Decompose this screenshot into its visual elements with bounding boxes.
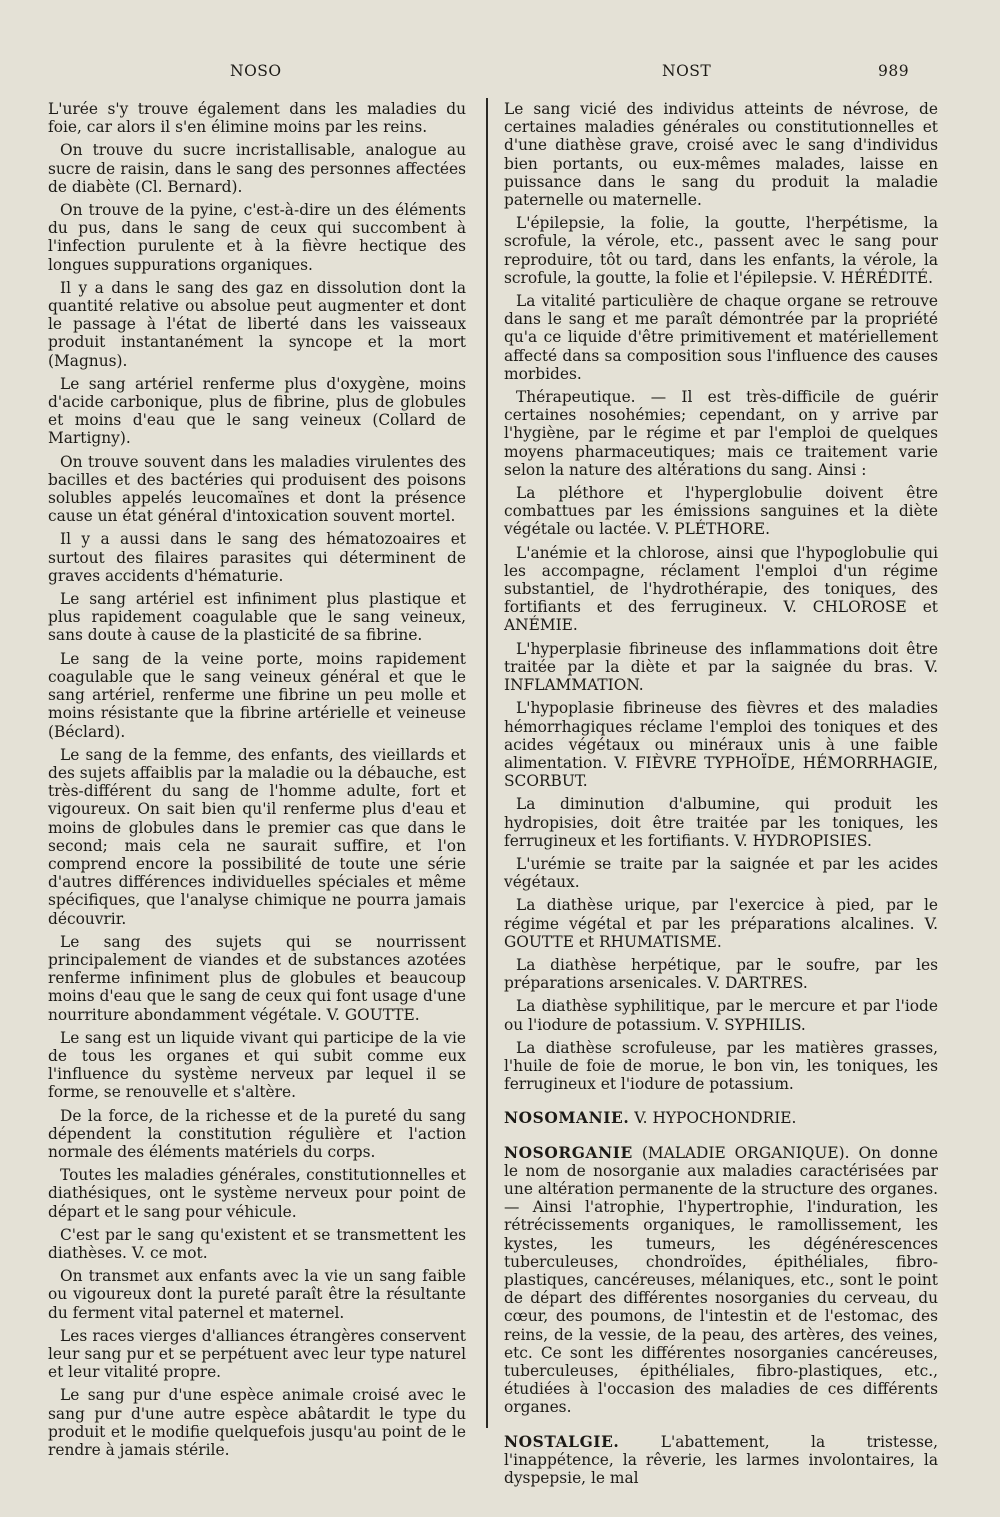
entry-text: L'abattement, la tristesse, l'inappétence, la rêverie, les larmes involontaires, la dyspepsie, le mal — [504, 1432, 938, 1488]
paragraph: L'hypoplasie fibrineuse des fièvres et des maladies hémorrhagiques réclame l'emploi des toniques et des acides végétaux ou minéraux unis à une faible alimentation. V. FIÈVRE TYPHOÏDE, HÉMORRHAGIE, SCORBUT. — [504, 699, 938, 791]
paragraph: Le sang artériel renferme plus d'oxygène, moins d'acide carbonique, plus de fibrine, plus de globules et moins d'eau que le sang veineux (Collard de Martigny). — [48, 374, 466, 448]
paragraph: L'urée s'y trouve également dans les maladies du foie, car alors il s'en élimine moins par les reins. — [48, 100, 466, 137]
entry-headword: NOSORGANIE — [504, 1143, 633, 1162]
paragraph: Le sang de la femme, des enfants, des vieillards et des sujets affaiblis par la maladie ou la débauche, est très-différent du sang de l'homme adulte, fort et vigoureux. On sait bien qu'il renferme plus d'eau et moins de globules dans le premier cas que dans le second; mais cela ne saurait suffire, et l'on comprend encore la possibilité de toute une série d'autres différences individuelles spéciales et même spécifiques, que l'analyse chimique ne pourra jamais découvrir. — [48, 745, 466, 928]
running-head-center: NOST — [662, 62, 712, 80]
paragraph: L'hyperplasie fibrineuse des inflammations doit être traitée par la diète et par la saignée du bras. V. INFLAMMATION. — [504, 639, 938, 695]
paragraph: La pléthore et l'hyperglobulie doivent être combattues par les émissions sanguines et la diète végétale ou lactée. V. PLÉTHORE. — [504, 484, 938, 539]
paragraph: La diathèse herpétique, par le soufre, par les préparations arsenicales. V. DARTRES. — [504, 955, 938, 993]
paragraph: Le sang pur d'une espèce animale croisé avec le sang pur d'une autre espèce abâtardit le type du produit et le modifie quelquefois jusqu'au point de le rendre à jamais stérile. — [48, 1386, 466, 1460]
paragraph: Il y a aussi dans le sang des hématozoaires et surtout des filaires parasites qui déterminent de graves accidents d'hématurie. — [48, 530, 466, 585]
paragraph: Le sang de la veine porte, moins rapidement coagulable que le sang veineux général et que le sang artériel, renferme une fibrine un peu molle et moins résistante que la fibrine artérielle et veineuse (Béclard). — [48, 649, 466, 741]
paragraph: La diathèse syphilitique, par le mercure et par l'iode ou l'iodure de potassium. V. SYPHILIS. — [504, 997, 938, 1034]
entry-text: (MALADIE ORGANIQUE). On donne le nom de nosorganie aux maladies caractérisées par une altération permanente de la structure des organes. — Ainsi l'atrophie, l'hypertrophie, l'induration, les rétrécissements organiques, le ramollissement, les kystes, les tumeurs, les dégénérescences tuberculeuses, chondroïdes, épithéliales, fibro-plastiques, cancéreuses, mélaniques, etc., sont le point de départ des différentes nosorganies du cerveau, du cœur, des poumons, de l'intestin et de l'estomac, des reins, de la vessie, de la peau, des artères, des veines, etc. Ce sont les différentes nosorganies cancéreuses, tuberculeuses, épithéliales, fibro-plastiques, etc., étudiées à l'occasion des maladies de ces différents organes. — [504, 1143, 938, 1417]
entry-headword: NOSTALGIE. — [504, 1432, 620, 1451]
paragraph: Le sang est un liquide vivant qui participe de la vie de tous les organes et qui subit comme eux l'influence du système nerveux par lequel il se forme, se renouvelle et s'altère. — [48, 1028, 466, 1102]
dictionary-entry-nostalgie — [504, 1433, 938, 1488]
paragraph: Les races vierges d'alliances étrangères conservent leur sang pur et se perpétuent avec leur type naturel et leur vitalité propre. — [48, 1326, 466, 1382]
paragraph: Le sang des sujets qui se nourrissent principalement de viandes et de substances azotées renferme infiniment plus de globules et beaucoup moins d'eau que le sang de ceux qui font usage d'une nourriture abondamment végétale. V. GOUTTE. — [48, 932, 466, 1024]
paragraph: L'anémie et la chlorose, ainsi que l'hypoglobulie qui les accompagne, réclament l'emploi d'un régime substantiel, de l'hydrothérapie, des toniques, des fortifiants et des ferrugineux. V. CHLOROSE et ANÉMIE. — [504, 543, 938, 635]
paragraph: La diathèse urique, par l'exercice à pied, par le régime végétal et par les préparations alcalines. V. GOUTTE et RHUMATISME. — [504, 896, 938, 951]
paragraph: La diminution d'albumine, qui produit les hydropisies, doit être traitée par les toniques, les ferrugineux et les fortifiants. V. HYDROPISIES. — [504, 795, 938, 850]
page-number: 989 — [878, 62, 910, 80]
paragraph: De la force, de la richesse et de la pureté du sang dépendent la constitution régulière et l'action normale des éléments matériels du corps. — [48, 1106, 466, 1161]
paragraph: C'est par le sang qu'existent et se transmettent les diathèses. V. ce mot. — [48, 1225, 466, 1262]
paragraph: Il y a dans le sang des gaz en dissolution dont la quantité relative ou absolue peut augmenter et dont le passage à l'état de liberté dans les vaisseaux produit instantanément la syncope et la mort (Magnus). — [48, 278, 466, 370]
paragraph: Le sang vicié des individus atteints de névrose, de certaines maladies générales ou constitutionnelles et d'une diathèse grave, croisé avec le sang d'individus bien portants, ou eux-mêmes malades, laisse en puissance dans le sang du produit la maladie paternelle ou maternelle. — [504, 100, 938, 210]
paragraph: La vitalité particulière de chaque organe se retrouve dans le sang et me paraît démontrée par la propriété qu'a ce liquide d'être primitivement et matériellement affecté dans sa composition sous l'influence des causes morbides. — [504, 292, 938, 383]
right-column — [504, 100, 938, 1492]
paragraph: Toutes les maladies générales, constitutionnelles et diathésiques, ont le système nerveux pour point de départ et le sang pour véhicule. — [48, 1166, 466, 1221]
entry-text: V. HYPOCHONDRIE. — [629, 1109, 797, 1128]
paragraph: Thérapeutique. — Il est très-difficile de guérir certaines nosohémies; cependant, on y arrive par l'hygiène, par le régime et par l'emploi de quelques moyens pharmaceutiques; mais ce traitement varie selon la nature des altérations du sang. Ainsi : — [504, 388, 938, 479]
paragraph: L'épilepsie, la folie, la goutte, l'herpétisme, la scrofule, la vérole, etc., passent avec le sang pour reproduire, tôt ou tard, dans les enfants, la vérole, la scrofule, la goutte, la folie et l'épilepsie. V. HÉRÉDITÉ. — [504, 214, 938, 287]
column-divider — [486, 98, 488, 1428]
paragraph: On trouve du sucre incristallisable, analogue au sucre de raisin, dans le sang des personnes affectées de diabète (Cl. Bernard). — [48, 141, 466, 196]
paragraph: Le sang artériel est infiniment plus plastique et plus rapidement coagulable que le sang veineux, sans doute à cause de la plasticité de sa fibrine. — [48, 590, 466, 645]
paragraph: L'urémie se traite par la saignée et par les acides végétaux. — [504, 854, 938, 892]
dictionary-entry-nosorganie — [504, 1144, 938, 1417]
entry-headword: NOSOMANIE. — [504, 1109, 630, 1128]
running-head-left: NOSO — [230, 62, 282, 80]
left-column — [48, 100, 466, 1464]
paragraph: On trouve souvent dans les maladies virulentes des bacilles et des bactéries qui produisent des poisons solubles appelés leucomaïnes et dont la présence cause un état général d'intoxication souvent mortel. — [48, 452, 466, 526]
paragraph: La diathèse scrofuleuse, par les matières grasses, l'huile de foie de morue, le bon vin, les toniques, les ferrugineux et l'iodure de potassium. — [504, 1038, 938, 1094]
dictionary-entry-nosomanie — [504, 1109, 938, 1127]
paragraph: On transmet aux enfants avec la vie un sang faible ou vigoureux dont la pureté paraît être la résultante du ferment vital paternel et maternel. — [48, 1267, 466, 1322]
paragraph: On trouve de la pyine, c'est-à-dire un des éléments du pus, dans le sang de ceux qui succombent à l'infection purulente et à la fièvre hectique des longues suppurations organiques. — [48, 201, 466, 274]
